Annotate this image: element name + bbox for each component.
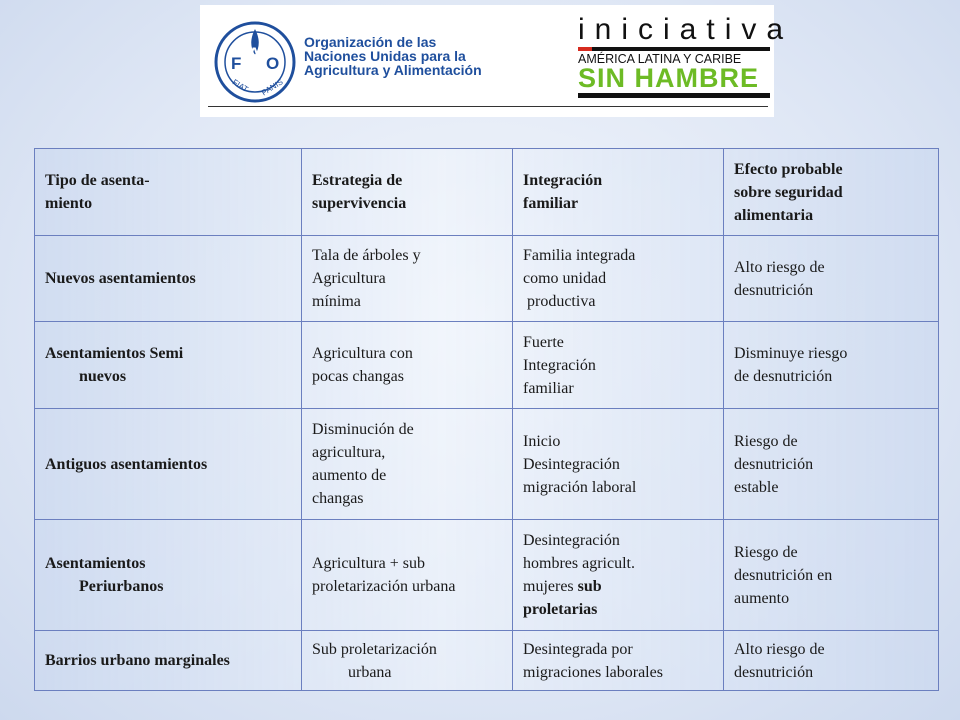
cell-line: familiar (523, 379, 574, 397)
cell-line: Asentamientos (45, 555, 146, 572)
cell-line: hombres agricult. (523, 555, 635, 572)
cell-line: Desintegración (523, 532, 620, 549)
cell-line: Desintegrada por (523, 640, 633, 658)
cell-line: migraciones laborales (523, 663, 663, 681)
fao-emblem-icon (214, 21, 296, 103)
cell-line: Periurbanos (79, 578, 164, 595)
cell-line: como unidad (523, 270, 607, 287)
cell-text: Antiguos asentamientos (45, 455, 208, 473)
fao-org-name (304, 35, 482, 77)
cell-text-bold: sub (577, 578, 602, 595)
cell-efecto: Alto riesgo de desnutrición (724, 236, 939, 322)
table-header-row (35, 149, 939, 236)
header-efecto: Efecto probable sobre seguridad alimentaria (724, 149, 939, 236)
table-row (35, 236, 939, 322)
cell-line: productiva (523, 293, 596, 310)
cell-estrategia: Disminución de agricultura, aumento de changas (302, 409, 513, 520)
table-row (35, 520, 939, 631)
cell-tipo (35, 322, 302, 409)
fao-motto-panis: PANIS (259, 77, 285, 98)
cell-line: Integración (523, 356, 596, 374)
fao-name-line: Naciones Unidas para la (304, 48, 466, 64)
header-integracion: Integración familiar (513, 149, 724, 236)
table-row (35, 322, 939, 409)
cell-line: proletarias (523, 601, 598, 618)
cell-text: Nuevos asentamientos (45, 270, 196, 287)
cell-integracion (513, 322, 724, 409)
cell-line: Asentamientos Semi (45, 345, 184, 362)
fao-name-line: Organización de las (304, 34, 437, 50)
cell-integracion (513, 520, 724, 631)
header-estrategia: Estrategia de supervivencia (302, 149, 513, 236)
fao-motto-fiat: FIAT (230, 77, 250, 95)
cell-text: mujeres (523, 578, 578, 595)
cell-estrategia: Agricultura con pocas changas (302, 322, 513, 409)
initiative-red-bar (578, 47, 592, 51)
cell-tipo (35, 236, 302, 322)
logo-divider (208, 106, 768, 107)
cell-text: Barrios urbano marginales (45, 652, 230, 669)
settlement-table (34, 148, 939, 691)
cell-line: Familia integrada (523, 247, 636, 264)
header-logos (200, 5, 794, 117)
cell-line: Inicio (523, 432, 561, 450)
cell-estrategia: Agricultura + sub proletarización urbana (302, 520, 513, 631)
cell-efecto: Riesgo de desnutrición en aumento (724, 520, 939, 631)
cell-line: Desintegración (523, 455, 620, 473)
cell-line: Sub proletarización (312, 640, 437, 658)
cell-estrategia: Tala de árboles y Agricultura mínima (302, 236, 513, 322)
cell-integracion (513, 631, 724, 691)
fao-name-line: Agricultura y Alimentación (304, 62, 482, 78)
cell-integracion (513, 236, 724, 322)
cell-line: urbana (348, 663, 392, 681)
initiative-black-bar (592, 47, 770, 51)
fao-letter-o: O (266, 54, 280, 73)
cell-line (523, 575, 723, 598)
cell-line: migración laboral (523, 478, 637, 496)
cell-tipo (35, 520, 302, 631)
initiative-word: iniciativa (578, 13, 794, 46)
table-row (35, 631, 939, 691)
header-tipo: Tipo de asenta- miento (35, 149, 302, 236)
cell-integracion (513, 409, 724, 520)
initiative-region: AMÉRICA LATINA Y CARIBE (578, 52, 742, 66)
table-row (35, 409, 939, 520)
initiative-slogan: SIN HAMBRE (578, 63, 760, 93)
cell-line: Fuerte (523, 333, 564, 351)
cell-efecto: Disminuye riesgo de desnutrición (724, 322, 939, 409)
cell-estrategia (302, 631, 513, 691)
cell-tipo (35, 631, 302, 691)
cell-line: nuevos (79, 368, 127, 385)
cell-efecto: Riesgo de desnutrición estable (724, 409, 939, 520)
cell-efecto: Alto riesgo de desnutrición (724, 631, 939, 691)
cell-tipo (35, 409, 302, 520)
fao-letter-a: A (248, 44, 261, 63)
fao-letter-f: F (231, 54, 242, 73)
initiative-bottom-bar (578, 93, 770, 98)
